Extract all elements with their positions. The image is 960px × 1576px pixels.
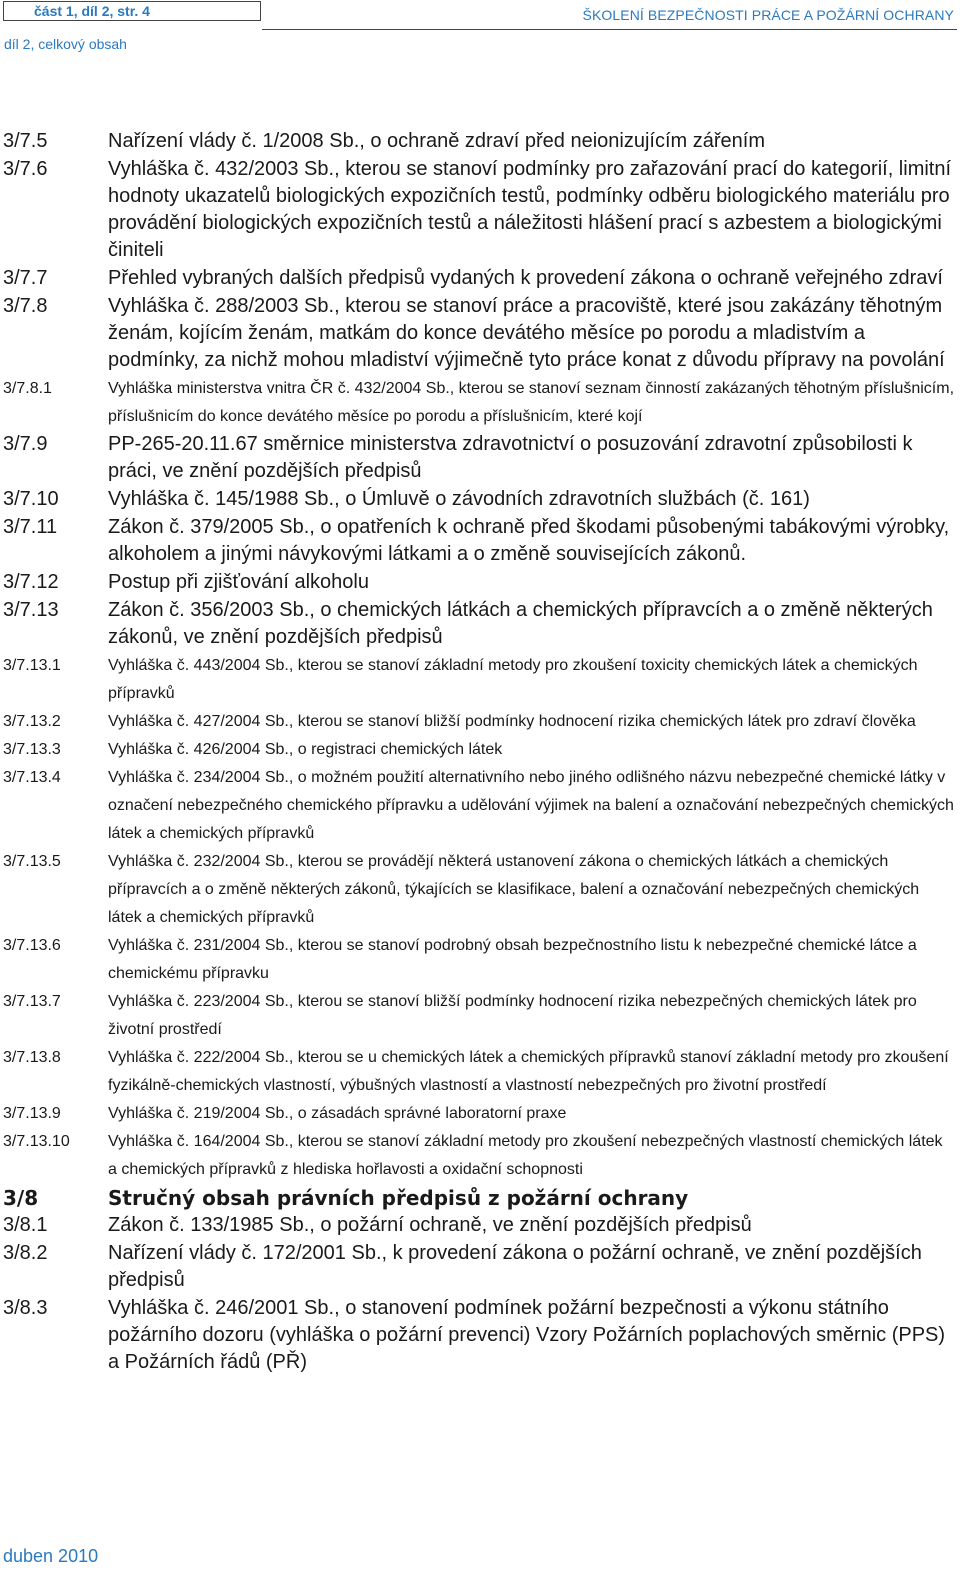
toc-entry-number: 3/7.13.9 — [3, 1105, 61, 1122]
toc-entry-number: 3/7.13.4 — [3, 769, 61, 786]
toc-entry-text: Vyhláška č. 145/1988 Sb., o Úmluvě o závodních zdravotních službách (č. 161) — [108, 488, 810, 510]
toc-entry-text: Nařízení vlády č. 1/2008 Sb., o ochraně zdraví před neionizujícím zářením — [108, 130, 766, 152]
toc-entry-number: 3/7.8 — [3, 295, 48, 317]
toc-entry-text: PP-265-20.11.67 směrnice ministerstva zdravotnictví o posuzování zdravotní způsobilosti k práci, ve znění pozdějších předpisů — [108, 433, 913, 482]
toc-entry — [3, 265, 955, 292]
toc-entry — [3, 1128, 955, 1184]
toc-entry-text: Postup při zjišťování alkoholu — [108, 571, 369, 593]
toc-entry-number: 3/7.6 — [3, 158, 48, 180]
toc-entry-number: 3/7.12 — [3, 571, 59, 593]
toc-entry-number: 3/7.11 — [3, 516, 58, 538]
toc-entry-text: Nařízení vlády č. 172/2001 Sb., k provedení zákona o požární ochraně, ve znění pozdějších předpisů — [108, 1242, 922, 1291]
table-of-contents — [3, 128, 955, 1377]
toc-entry-number: 3/7.13.10 — [3, 1133, 70, 1150]
header-divider — [262, 29, 957, 30]
toc-entry-text: Zákon č. 133/1985 Sb., o požární ochraně, ve znění pozdějších předpisů — [108, 1214, 752, 1236]
toc-entry-number: 3/7.13.7 — [3, 993, 61, 1010]
toc-entry-number: 3/7.13.1 — [3, 657, 61, 674]
toc-entry-number: 3/7.7 — [3, 267, 48, 289]
toc-entry — [3, 597, 955, 651]
toc-entry-number: 3/7.10 — [3, 488, 59, 510]
toc-entry — [3, 652, 955, 708]
toc-entry-text: Vyhláška č. 426/2004 Sb., o registraci chemických látek — [108, 741, 503, 758]
toc-entry-number: 3/7.13.2 — [3, 713, 61, 730]
toc-entry — [3, 1212, 955, 1239]
toc-entry-number: 3/7.8.1 — [3, 380, 52, 397]
toc-entry-text: Vyhláška č. 246/2001 Sb., o stanovení podmínek požární bezpečnosti a výkonu státního požárního dozoru (vyhláška o požární prevenci) Vzory Požárních poplachových směrnic (PPS) a Požárních řádů (PŘ) — [108, 1297, 946, 1373]
toc-entry-number: 3/8.3 — [3, 1297, 48, 1319]
toc-entry-text: Vyhláška č. 222/2004 Sb., kterou se u chemických látek a chemických přípravků stanoví základní metody pro zkoušení fyzikálně-chemických vlastností, výbušných vlastností a vlastností nebezpečných pro životní prostředí — [108, 1049, 949, 1094]
toc-entry — [3, 486, 955, 513]
toc-entry-text: Vyhláška č. 231/2004 Sb., kterou se stanoví podrobný obsah bezpečnostního listu k nebezpečné chemické látce a chemickému přípravku — [108, 937, 917, 982]
footer-date: duben 2010 — [3, 1546, 99, 1566]
toc-entry-number: 3/7.13.6 — [3, 937, 61, 954]
toc-entry-text: Vyhláška č. 219/2004 Sb., o zásadách správné laboratorní praxe — [108, 1105, 567, 1122]
toc-entry — [3, 708, 955, 736]
toc-entry-number: 3/7.13.8 — [3, 1049, 61, 1066]
toc-entry-number: 3/8.1 — [3, 1214, 48, 1236]
toc-entry-text: Stručný obsah právních předpisů z požární ochrany — [108, 1186, 689, 1210]
toc-entry — [3, 375, 955, 431]
section-heading — [3, 1184, 955, 1212]
toc-entry — [3, 128, 955, 155]
toc-entry — [3, 569, 955, 596]
toc-entry-text: Vyhláška č. 234/2004 Sb., o možném použití alternativního nebo jiného odlišného názvu nebezpečné chemické látky v označení nebezpečného chemického přípravku a udělování výjimek na balení a označování nebezpečných chemických látek a chemických přípravků — [108, 769, 954, 842]
toc-entry-text: Vyhláška č. 223/2004 Sb., kterou se stanoví bližší podmínky hodnocení rizika nebezpečných chemických látek pro životní prostředí — [108, 993, 917, 1038]
toc-entry — [3, 431, 955, 485]
toc-entry-text: Vyhláška č. 432/2003 Sb., kterou se stanoví podmínky pro zařazování prací do kategorií, limitní hodnoty ukazatelů biologických expozičních testů, podmínky odběru biologického materiálu pro provádění biologických expozičních testů a náležitosti hlášení prací s azbestem a biologickými činiteli — [108, 158, 952, 261]
toc-entry — [3, 988, 955, 1044]
toc-entry-number: 3/7.13 — [3, 599, 59, 621]
toc-entry — [3, 156, 955, 264]
toc-entry — [3, 932, 955, 988]
toc-entry-number: 3/7.13.3 — [3, 741, 61, 758]
toc-entry-number: 3/7.9 — [3, 433, 48, 455]
toc-entry-text: Zákon č. 356/2003 Sb., o chemických látkách a chemických přípravcích a o změně některých zákonů, ve znění pozdějších předpisů — [108, 599, 933, 648]
toc-entry — [3, 1100, 955, 1128]
toc-entry-text: Vyhláška č. 443/2004 Sb., kterou se stanoví základní metody pro zkoušení toxicity chemických látek a chemických přípravků — [108, 657, 918, 702]
toc-entry — [3, 1295, 955, 1376]
toc-entry — [3, 764, 955, 848]
toc-entry-number: 3/8 — [3, 1186, 39, 1210]
toc-entry — [3, 293, 955, 374]
toc-entry-text: Vyhláška ministerstva vnitra ČR č. 432/2004 Sb., kterou se stanoví seznam činností zakázaných těhotným příslušnicím, příslušnicím do konce devátého měsíce po porodu a příslušnicím, které kojí — [108, 380, 955, 425]
toc-entry — [3, 736, 955, 764]
toc-entry — [3, 1240, 955, 1294]
toc-entry-text: Vyhláška č. 427/2004 Sb., kterou se stanoví bližší podmínky hodnocení rizika chemických látek pro zdraví člověka — [108, 713, 916, 730]
toc-entry-number: 3/7.5 — [3, 130, 48, 152]
toc-entry — [3, 848, 955, 932]
header-subtitle: díl 2, celkový obsah — [4, 36, 127, 52]
toc-entry-text: Vyhláška č. 164/2004 Sb., kterou se stanoví základní metody pro zkoušení nebezpečných vlastností chemických látek a chemických přípravků z hlediska hořlavosti a oxidační schopnosti — [108, 1133, 943, 1178]
header-part-label: část 1, díl 2, str. 4 — [3, 1, 261, 21]
toc-entry-text: Přehled vybraných dalších předpisů vydaných k provedení zákona o ochraně veřejného zdraví — [108, 267, 943, 289]
toc-entry-text: Vyhláška č. 232/2004 Sb., kterou se provádějí některá ustanovení zákona o chemických látkách a chemických přípravcích a o změně některých zákonů, týkajících se klasifikace, balení a označování nebezpečných chemických látek a chemických přípravků — [108, 853, 920, 926]
toc-entry-text: Zákon č. 379/2005 Sb., o opatřeních k ochraně před škodami působenými tabákovými výrobky, alkoholem a jinými návykovými látkami a o změně souvisejících zákonů. — [108, 516, 950, 565]
header-title: ŠKOLENÍ BEZPEČNOSTI PRÁCE A POŽÁRNÍ OCHRANY — [582, 7, 954, 23]
toc-entry — [3, 514, 955, 568]
toc-entry — [3, 1044, 955, 1100]
toc-entry-number: 3/8.2 — [3, 1242, 48, 1264]
toc-entry-number: 3/7.13.5 — [3, 853, 61, 870]
toc-entry-text: Vyhláška č. 288/2003 Sb., kterou se stanoví práce a pracoviště, které jsou zakázány těhotným ženám, kojícím ženám, matkám do konce devátého měsíce po porodu a mladistvím a podmínky, za nichž mohou mladiství výjimečně tyto práce konat z důvodu přípravy na povolání — [108, 295, 945, 371]
